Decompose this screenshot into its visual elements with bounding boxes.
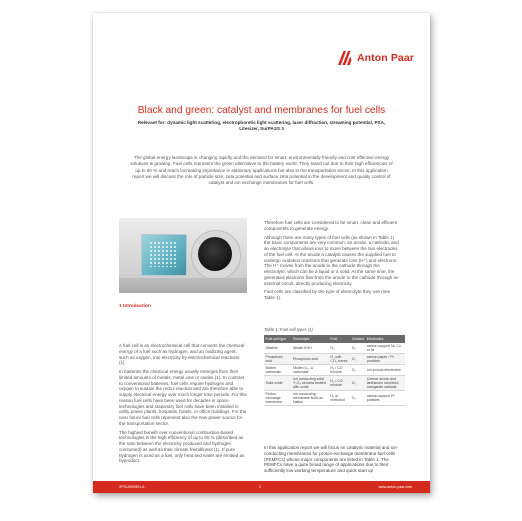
page-footer [93,481,430,493]
table-cell: H₂ / CO mixture [329,365,350,376]
footer-url-link[interactable]: www.anton-paar.com [378,485,412,489]
table-row [264,354,405,365]
membrane-grid [149,241,177,267]
brand-logo[interactable] [338,51,414,65]
table-cell: Alkaline [264,343,292,354]
table-header: Electrolyte [292,335,329,343]
table-cell: Alkalic KOH [292,343,329,354]
table-cell: Solid oxide [264,376,292,391]
table-cell: carbon support Ni, Co or Ni [365,343,405,354]
paragraph: A fuel cell is an electrochemical cell that converts the chemical energy of a fuel such as hydrogen, and an oxidizing agent, such as oxygen, into electricity by electrochemical reactions (1). [119,343,245,366]
fuel-cell-types-table [264,335,405,406]
page-number: 1 [259,485,261,489]
paragraph: In this application report we will focus on catalytic material and ion-conducting membranes for proton-exchange membrane fuel cells (PEMFCs) whose major components are listed in Table 1. The PEMFCs have a quite broad range of applications due to their sufficiently low working temperature and quick start up [264,445,399,473]
table-cell: ion conducting solid Y₂O₃ zirconia treated with oxide [292,376,329,391]
paragraph: Fuel cells are classified by the type of electrolyte they use (see Table 1). [264,289,391,300]
table-cell: O₂ [350,391,365,406]
right-column-bottom [264,445,404,477]
paragraph: Although there are many types of fuel cells (as shown in Table 1) the basic components are very common: an anode, a cathode, and an electrolyte that allows ions to move between the two electrodes of the fuel cell. At the anode a catalyst causes the supplied fuel to undergo oxidation reactions that generate ions (H⁺) and electrons. The H⁺ moves from the anode to the cathode through the electrolyte, which can be a liquid or a solid. At the same time, the generated electrons flow from the anode to the cathode through an external circuit, directly producing electricity. [264,234,399,286]
table-cell: H₂ with CO₂ traces [329,354,350,365]
catalyst-powder [198,237,232,271]
table-cell: Phosphoric acid [292,354,329,365]
table-row [264,343,405,354]
table-cell: O₂ [350,354,365,365]
paragraph: In batteries the chemical energy usually emerges from their limited amounts of metals, metal ions or oxides (1). In contrast to conventional batteries, fuel cells require hydrogen and oxygen to sustain the redox reaction and are therefore able to supply electrical energy over much longer time periods. For this reason fuel cells have been used for decades in space technologies and stationary fuel cells have been installed in utility power plants, hospitals, hotels, or office buildings. For the near future fuel cells represent also the new power source for the transportation sector. [119,369,247,426]
table-cell: Cermet anode and lanthanum strontium manganite cathode [365,376,405,391]
table-cell: H₂ / CO mixture [329,376,350,391]
table-cell: Molten Li₂, Li carbonate [292,365,329,376]
table-cell: O₂ [350,365,365,376]
table-cell: O₂ [350,343,365,354]
table-row [264,365,405,376]
table-cell: Phosphoric acid [264,354,292,365]
relevant-for: Relevant for: dynamic light scattering, electrophoretic light scattering, laser diffraction, streaming potential, PSA, Litesizer, SurPASS 3 [137,120,386,132]
table-header: Electrodes [365,335,405,343]
brand-name: Anton Paar [356,52,414,64]
table-header: Oxidant [351,337,364,341]
right-column [264,220,400,304]
table-cell: H₂ or methanol [329,391,350,406]
abstract: The global energy landscape is changing rapidly and the demand for smart, environmentally friendly and cost effective energy solutions is growing. Fuel cells represent the green alternative to the battery world. They stand out due to their high efficiencies of up to 60 % and reach increasing importance in stationary applications but also in the transportation sector. In this application report we will discuss the role of particle size, zeta potential and surface zeta potential in the development and quality control of catalyst and ion exchange membranes for fuel cells. [130,155,393,186]
fuel-cell-photo [119,218,247,293]
table-header: Fuel [329,335,350,343]
anton-paar-logo-icon [338,51,354,65]
table-cell: Ion-porous electrodes [365,365,405,376]
table-cell: Molten carbonate [264,365,292,376]
document-page [93,13,430,493]
table-cell: O₂ [350,376,365,391]
photo-surface [119,278,247,293]
paragraph: The highest benefit over conventional combustion-based technologies is the high efficiency of up to 60 % (described as the ratio between the electricity produced and hydrogen consumed) as well as their climate friendliness (1). If pure hydrogen is used as a fuel, only heat and water are emitted as byproduct. [119,429,245,464]
table-cell: Proton exchange membrane [264,391,292,406]
paragraph: Therefore fuel cells are considered to be smart, clean and efficient components to generate energy. [264,220,398,231]
table-caption: Table 1: Fuel cell types (1) [264,327,313,332]
table-header: Fuel cell type [264,335,292,343]
table-cell: ion conducting membrane such as Nafion [292,391,329,406]
left-column [119,343,247,467]
section-heading-introduction: 1 Introduction [119,304,151,309]
table-cell: carbon paper / Pt particles [365,354,405,365]
document-code: XPCIA009EN-A [119,485,145,489]
table-cell: H₂ [329,343,350,354]
table-cell: carbon support Pt particles [365,391,405,406]
document-title: Black and green: catalyst and membranes for fuel cells [137,105,386,116]
table-row [264,391,405,406]
table-header-row [264,335,405,343]
table-row [264,376,405,391]
